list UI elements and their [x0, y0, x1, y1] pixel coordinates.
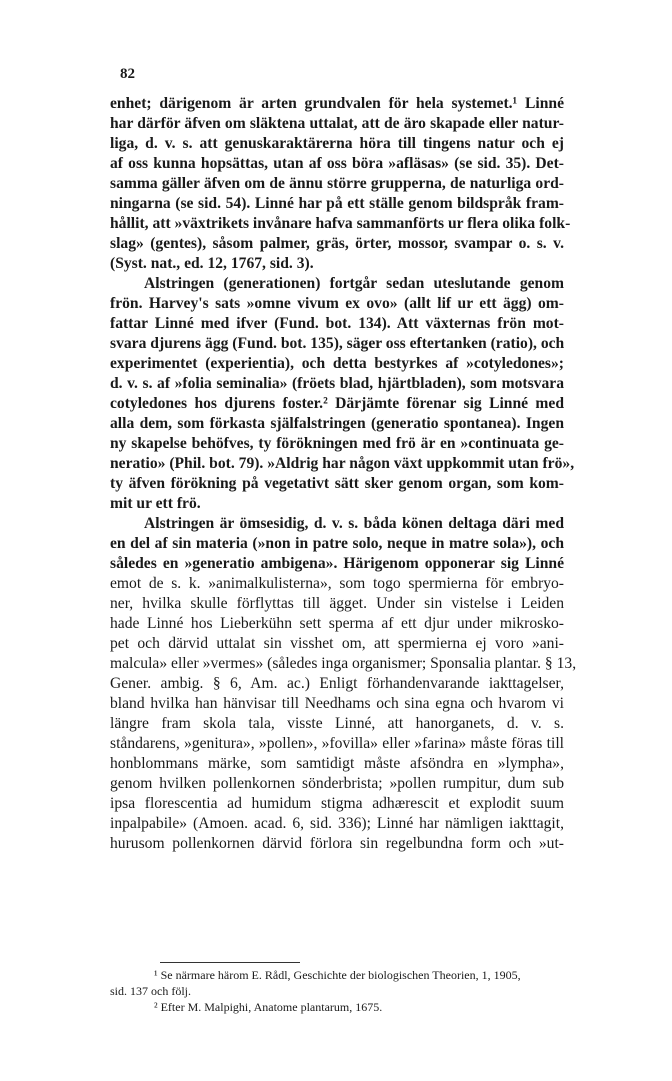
text-line: pet och därvid uttalat sin visshet om, att spermierna ej voro »ani-: [110, 635, 564, 652]
text-line: ipsa florescentia ad humidum stigma adhærescit et explodit suum: [110, 795, 564, 812]
text-line: en del af sin materia (»non in patre solo, neque in matre sola»), och: [110, 535, 564, 552]
text-line: Alstringen är ömsesidig, d. v. s. båda könen deltaga däri med: [144, 515, 564, 532]
text-line: bland hvilka han hänvisar till Needhams och sina egna och hvarom vi: [110, 695, 564, 712]
text-line: hade Linné hos Lieberkühn sett sperma af ett djur under mikrosko-: [110, 615, 564, 632]
text-line: emot de s. k. »animalkulisterna», som togo spermierna för embryo-: [110, 575, 564, 592]
page-number: 82: [120, 66, 135, 82]
body-text: [110, 94, 577, 854]
footnote-1: ¹ Se närmare härom E. Rådl, Geschichte der biologischen Theorien, 1, 1905,: [154, 968, 521, 982]
footnote-2: ² Efter M. Malpighi, Anatome plantarum, 1675.: [154, 1000, 383, 1014]
text-line: genom hvilken pollenkornen sönderbrista; »pollen rumpitur, dum sub: [110, 775, 564, 792]
text-line: alla dem, som förkasta själfalstringen (generatio spontanea). Ingen: [110, 415, 564, 432]
text-line: Gener. ambig. § 6, Am. ac.) Enligt förhandenvarande iakttagelser,: [110, 675, 564, 692]
text-line: ny skapelse behöfves, ty förökningen med frö är en »continuata ge-: [110, 435, 564, 452]
text-line: Alstringen (generationen) fortgår sedan uteslutande genom: [144, 275, 564, 292]
text-line: således en »generatio ambigena». Härigenom opponerar sig Linné: [110, 555, 564, 572]
text-line: ningarna (se sid. 54). Linné har på ett ställe genom bildspråk fram-: [110, 195, 564, 212]
footnote-rule: [160, 962, 300, 963]
text-line: längre fram skola tala, visste Linné, att hanorganets, d. v. s.: [110, 715, 564, 732]
text-line: af oss kunna hopsättas, utan af oss böra »afläsas» (se sid. 35). Det-: [110, 155, 564, 172]
text-line: experimentet (experientia), och detta bestyrkes af »cotyledones»;: [110, 355, 564, 372]
text-line: d. v. s. af »folia seminalia» (fröets blad, hjärtbladen), som motsvara: [110, 375, 564, 392]
text-line: honblommans märke, som samtidigt måste afsöndra en »lympha»,: [110, 755, 564, 772]
footnotes: [110, 962, 564, 1015]
text-line: cotyledones hos djurens foster.² Därjämte förenar sig Linné med: [110, 395, 564, 412]
text-line: fattar Linné med ifver (Fund. bot. 134). Att växternas frön mot-: [110, 315, 564, 332]
footnote-1-continued: sid. 137 och följ.: [110, 984, 191, 998]
text-line: slag» (gentes), såsom palmer, gräs, örter, mossor, svampar o. s. v.: [110, 235, 564, 252]
text-line: neratio» (Phil. bot. 79). »Aldrig har någon växt uppkommit utan frö»,: [110, 455, 575, 472]
text-line: svara djurens ägg (Fund. bot. 135), säger oss eftertanken (ratio), och: [110, 335, 565, 352]
text-line: har därför äfven om släktena uttalat, att de äro skapade eller natur-: [110, 115, 564, 132]
text-line: hurusom pollenkornen därvid förlora sin regelbundna form och »ut-: [110, 835, 564, 852]
text-line: mit ur ett frö.: [110, 495, 201, 512]
text-line: samma gäller äfven om de ännu större grupperna, de naturliga ord-: [110, 175, 564, 192]
text-line: hållit, att »växtrikets invånare hafva sammanförts ur flera olika folk-: [110, 215, 571, 232]
text-line: inpalpabile» (Amoen. acad. 6, sid. 336); Linné har nämligen iakttagit,: [110, 815, 564, 832]
text-line: ståndarens, »genitura», »pollen», »fovilla» eller »farina» måste föras till: [110, 735, 564, 752]
text-line: enhet; därigenom är arten grundvalen för hela systemet.¹ Linné: [110, 95, 564, 112]
text-line: liga, d. v. s. att genuskaraktärerna höra till tingens natur och ej: [110, 135, 564, 152]
text-line: malcula» eller »vermes» (således inga organismer; Sponsalia plantar. § 13,: [110, 655, 577, 672]
text-line: ner, hvilka skulle förflyttas till ägget. Under sin vistelse i Leiden: [110, 595, 564, 612]
text-line: ty äfven förökning på vegetativt sätt sker genom organ, som kom-: [110, 475, 564, 492]
text-line: (Syst. nat., ed. 12, 1767, sid. 3).: [110, 255, 314, 272]
text-line: frön. Harvey's sats »omne vivum ex ovo» (allt lif ur ett ägg) om-: [110, 295, 564, 312]
